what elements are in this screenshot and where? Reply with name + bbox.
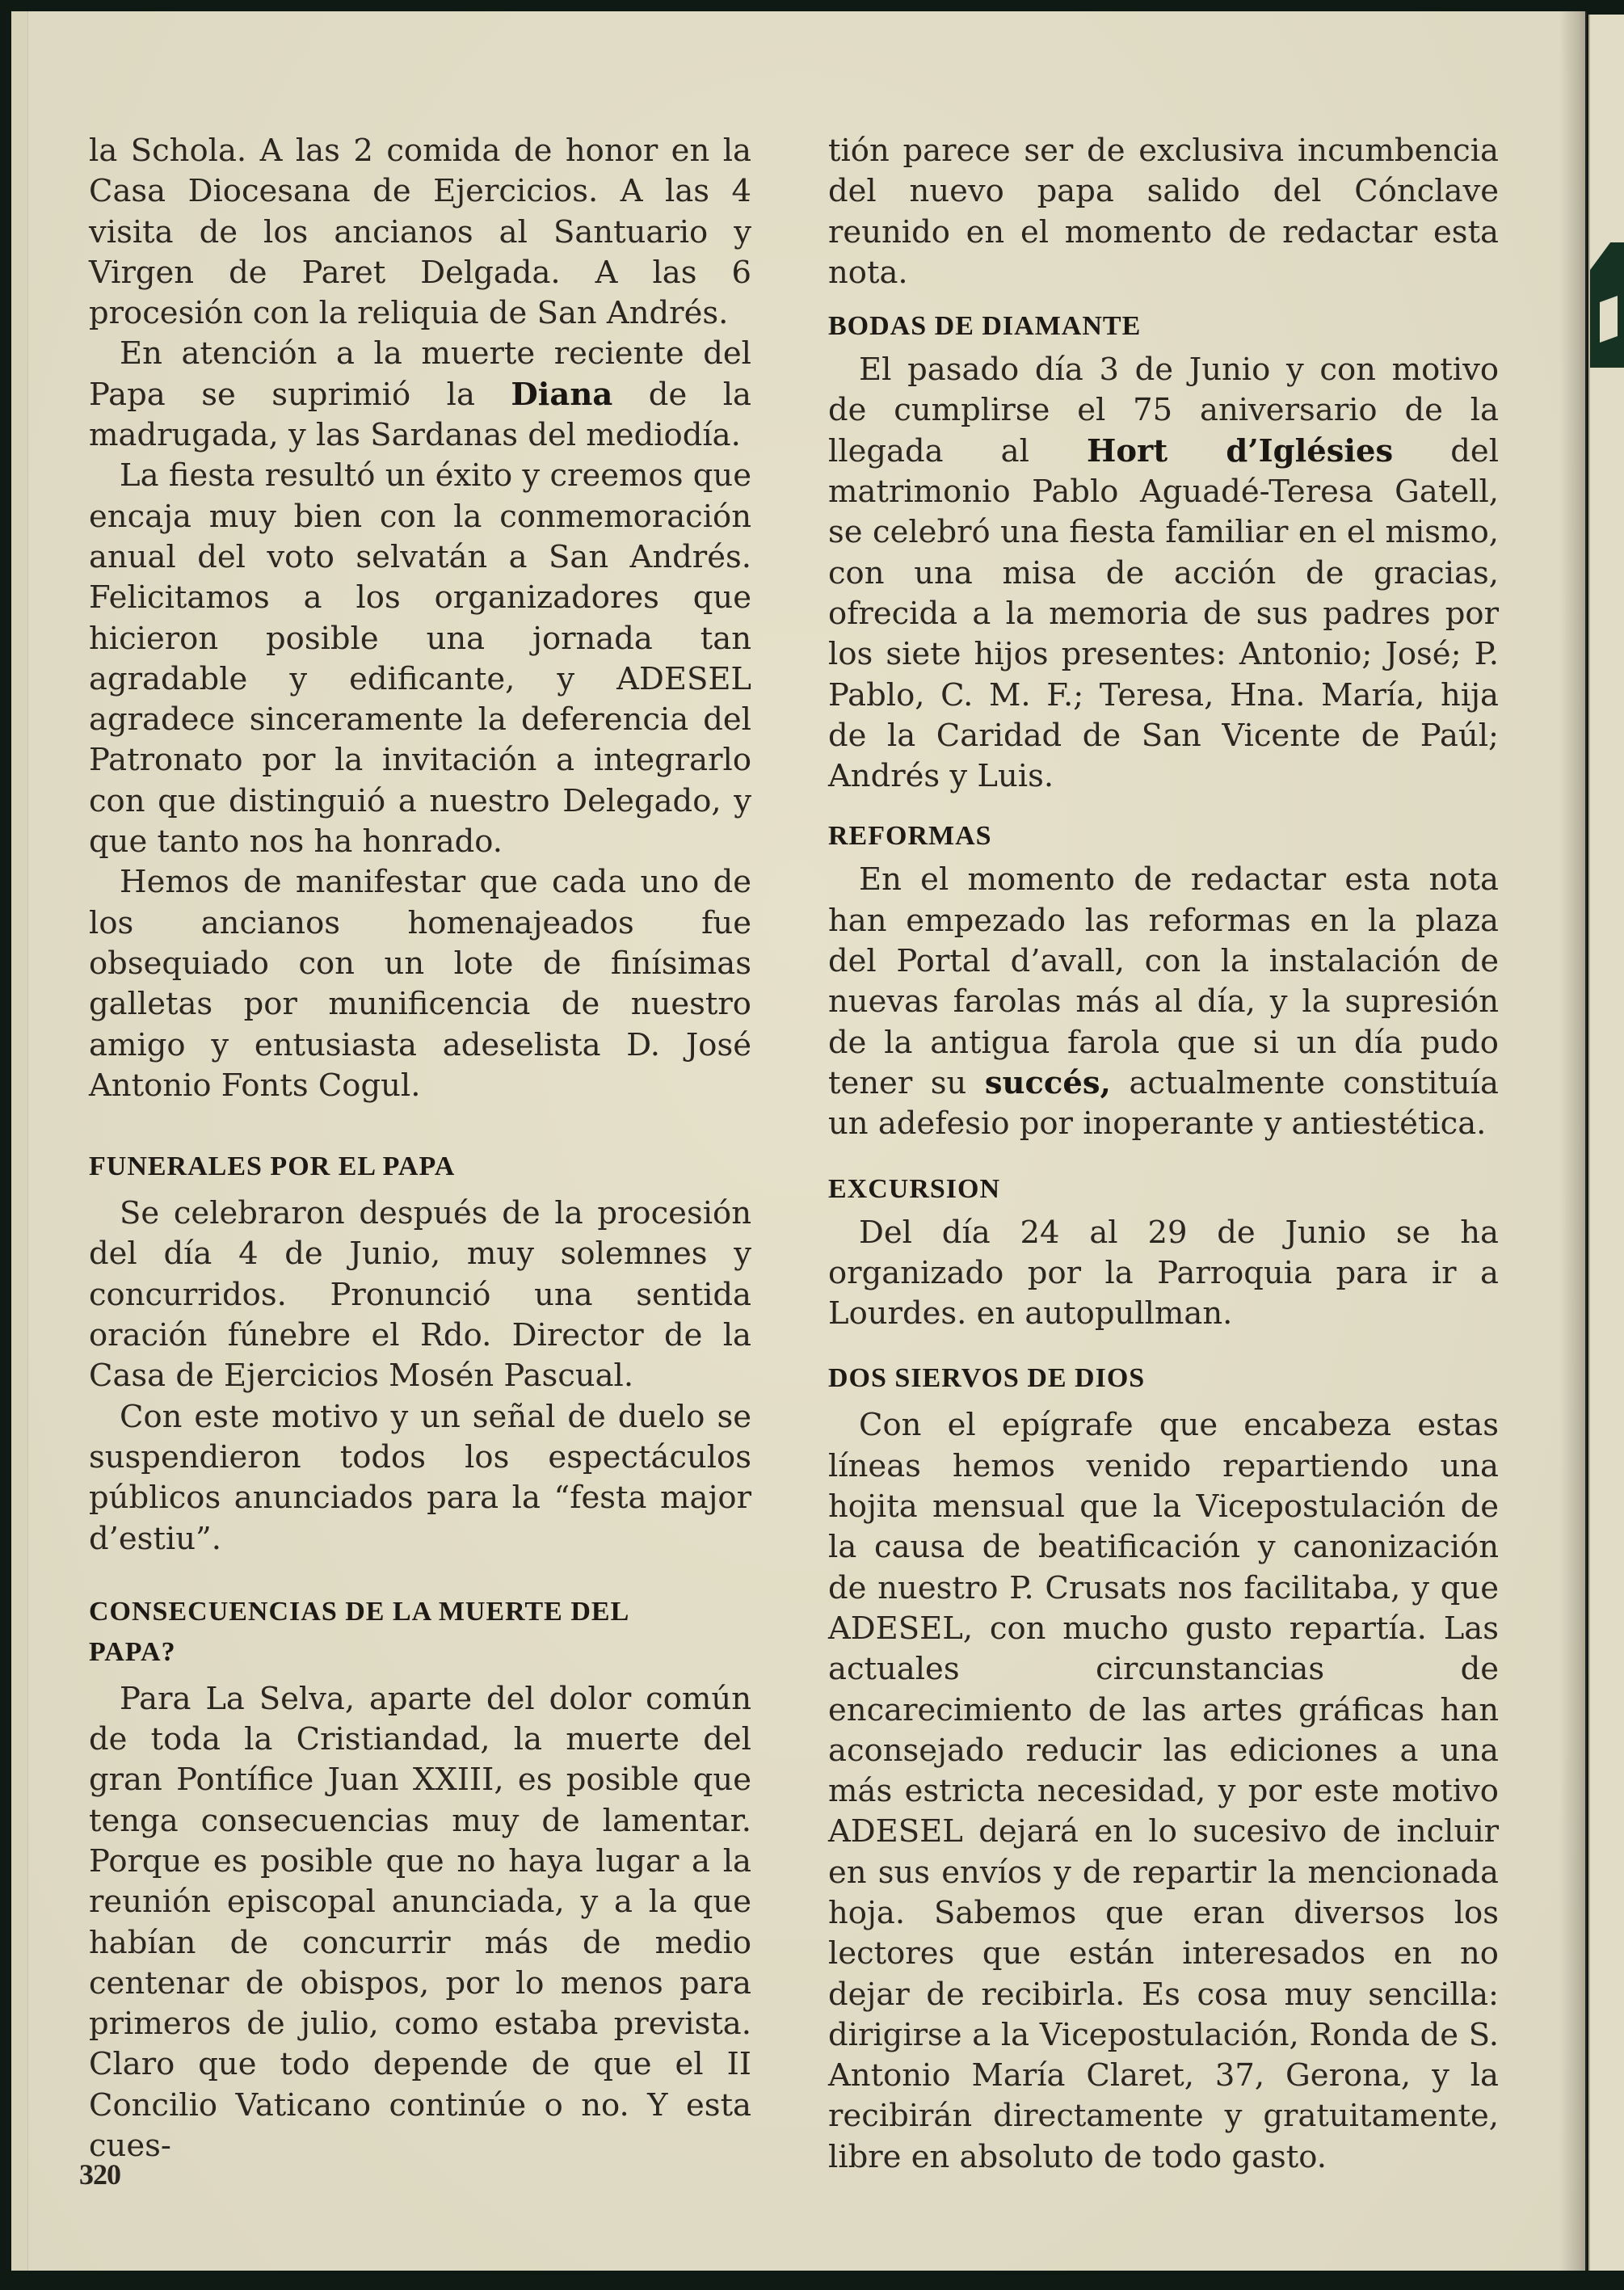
paragraph: Para La Selva, aparte del dolor común de toda la Cristiandad, la muerte del gran Pontífice Juan XXIII, es posible que tenga consecuencias muy de lamentar. Porque es posible que no haya lugar a la reunión episcopal anunciada, y a la que habían de concurrir más de medio centenar de obispos, por lo menos para primeros de julio, como estaba prevista. Claro que todo depende de que el II Concilio Vaticano continúe o no. Y esta cues- bbox=[89, 1680, 751, 2165]
paragraph: Con este motivo y un señal de duelo se suspendieron todos los espectáculos públicos anunciados para la “festa major d’estiu”. bbox=[89, 1398, 751, 1557]
paragraph bbox=[828, 350, 1499, 797]
section-heading-consecuencias: CONSECUENCIAS DE LA MUERTE DEL PAPA? bbox=[89, 1596, 629, 1667]
right-column bbox=[828, 131, 1499, 2178]
section-heading-excursion: EXCURSION bbox=[828, 1173, 1001, 1204]
bold-term: Hort d’Iglésies bbox=[1087, 432, 1394, 469]
text-run: actualmente constituía un adefesio por inoperante y antiestética. bbox=[828, 1064, 1499, 1143]
gutter-shadow bbox=[1559, 11, 1587, 2271]
paragraph: la Schola. A las 2 comida de honor en la Casa Diocesana de Ejercicios. A las 4 visita de los ancianos al Santuario y Virgen de Paret Delgada. A las 6 procesión con la reliquia de San Andrés. bbox=[89, 133, 751, 332]
section-heading-bodas: BODAS DE DIAMANTE bbox=[828, 311, 1142, 342]
paragraph: Hemos de manifestar que cada uno de los ancianos homenajeados fue obsequiado con un lote de finísimas galletas por munificencia de nuestro amigo y entusiasta adeselista D. José Antonio Fonts Cogul. bbox=[89, 864, 751, 1104]
text-run: de la madrugada, y las Sardanas del mediodía. bbox=[89, 376, 751, 454]
text-run: En el momento de redactar esta nota han empezado las reformas en la plaza del Portal d’avall, con la instalación de nuevas farolas más al día, y la supresión de la antigua farola que si un día pudo tener su bbox=[828, 861, 1499, 1101]
bold-term: Diana bbox=[511, 376, 613, 413]
paragraph: Del día 24 al 29 de Junio se ha organizado por la Parroquia para ir a Lourdes. en autopullman. bbox=[828, 1214, 1499, 1332]
page-edge bbox=[11, 11, 28, 2271]
bold-term: succés, bbox=[984, 1064, 1111, 1101]
paragraph bbox=[89, 334, 751, 456]
paragraph: La fiesta resultó un éxito y creemos que encaja muy bien con la conmemoración anual del voto selvatán a San Andrés. Felicitamos a los organizadores que hicieron posible una jornada tan agradable y edificante, y ADESEL agradece sinceramente la deferencia del Patronato por la invitación a integrarlo con que distinguió a nuestro Delegado, y que tanto nos ha honrado. bbox=[89, 457, 751, 861]
section-heading-siervos: DOS SIERVOS DE DIOS bbox=[828, 1363, 1146, 1394]
text-run: En atención a la muerte reciente del Papa se suprimió la bbox=[89, 335, 751, 413]
text-run: del matrimonio Pablo Aguadé-Teresa Gatell, se celebró una fiesta familiar en el mismo, con una misa de acción de gracias, ofrecida a la memoria de sus padres por los siete hijos presentes: Antonio; José; P. Pablo, C. M. F.; Teresa, Hna. María, hija de la Caridad de San Vicente de Paúl; Andrés y Luis. bbox=[828, 432, 1500, 795]
left-column bbox=[89, 131, 751, 2166]
text-run: El pasado día 3 de Junio y con motivo de cumplirse el 75 aniversario de la llegada al bbox=[828, 351, 1499, 469]
paragraph bbox=[828, 860, 1499, 1144]
paragraph: tión parece ser de exclusiva incumbencia del nuevo papa salido del Cónclave reunido en el momento de redactar esta nota. bbox=[828, 133, 1499, 291]
paragraph: Se celebraron después de la procesión del día 4 de Junio, muy solemnes y concurridos. Pronunció una sentida oración fúnebre el Rdo. Director de la Casa de Ejercicios Mosén Pascual. bbox=[89, 1195, 751, 1395]
section-heading-funerales: FUNERALES POR EL PAPA bbox=[89, 1151, 456, 1182]
paragraph: Con el epígrafe que encabeza estas líneas hemos venido repartiendo una hojita mensual que la Vicepostulación de la causa de beatificación y canonización de nuestro P. Crusats nos facilitaba, y que ADESEL, con mucho gusto repartía. Las actuales circunstancias de encarecimiento de las artes gráficas han aconsejado reducir las ediciones a una más estricta necesidad, y por este motivo ADESEL dejará en lo sucesivo de incluir en sus envíos y de repartir la mencionada hoja. Sabemos que eran diversos los lectores que están interesados en no dejar de recibirla. Es cosa muy sencilla: dirigirse a la Vicepostulación, Ronda de S. Antonio María Claret, 37, Gerona, y la recibirán directamente y gratuitamente, libre en absoluto de todo gasto. bbox=[828, 1407, 1499, 2175]
section-heading-reformas: REFORMAS bbox=[828, 821, 992, 852]
page-number: 320 bbox=[79, 2158, 120, 2191]
